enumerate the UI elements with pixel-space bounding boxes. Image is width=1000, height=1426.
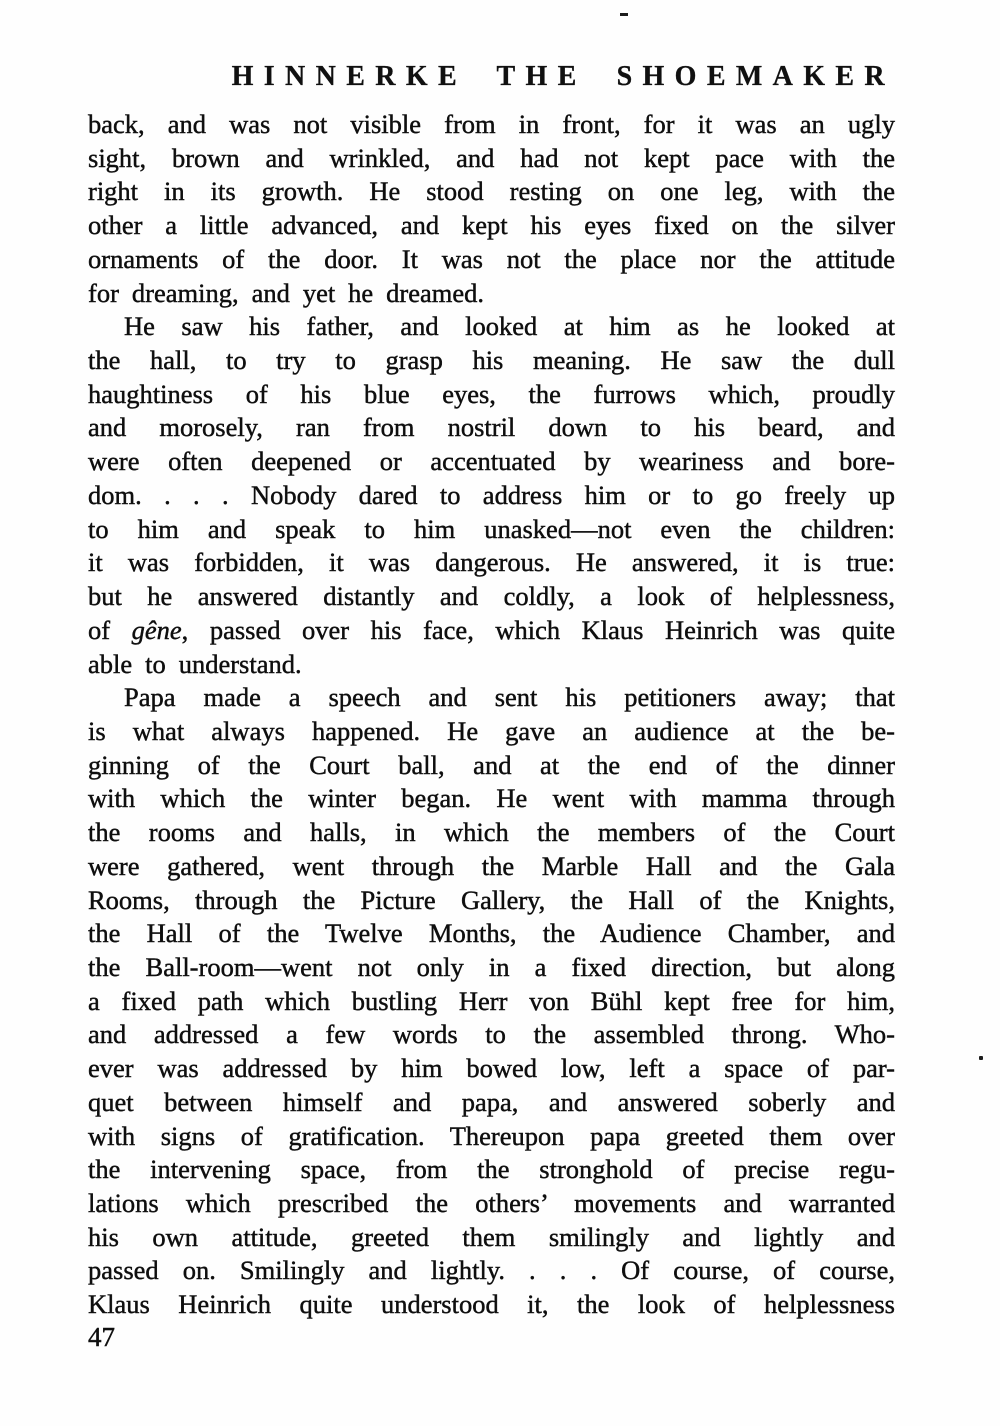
text-line: the Hall of the Twelve Months, the Audience Chamber, and xyxy=(88,918,895,949)
text-line: He saw his father, and looked at him as he looked at xyxy=(124,311,895,342)
text-line: haughtiness of his blue eyes, the furrows which, proudly xyxy=(88,378,895,409)
text-line: is what always happened. He gave an audience at the be- xyxy=(88,715,895,746)
text-line: the intervening space, from the stronghold of precise regu- xyxy=(88,1154,895,1185)
text-line: the Ball-room—went not only in a fixed direction, but along xyxy=(88,951,895,982)
text-line: with which the winter began. He went with mamma through xyxy=(88,783,895,814)
text-line: it was forbidden, it was dangerous. He answered, it is true: xyxy=(88,547,895,578)
page-body xyxy=(88,108,895,1322)
text-line: right in its growth. He stood resting on one leg, with the xyxy=(88,176,895,207)
text-line: ginning of the Court ball, and at the end of the dinner xyxy=(88,749,895,780)
running-head: HINNERKE THE SHOEMAKER xyxy=(231,61,895,92)
text-line: of gêne, passed over his face, which Klaus Heinrich was quite xyxy=(88,614,895,645)
scan-dash-mark xyxy=(620,13,628,16)
text-line: sight, brown and wrinkled, and had not kept pace with the xyxy=(88,142,895,173)
text-line: and addressed a few words to the assembled throng. Who- xyxy=(88,1019,895,1050)
text-line: quet between himself and papa, and answered soberly and xyxy=(88,1086,895,1117)
scan-dot-mark xyxy=(979,1056,983,1060)
text-line: Klaus Heinrich quite understood it, the look of helplessness xyxy=(88,1289,895,1320)
text-line: to him and speak to him unasked—not even the children: xyxy=(88,513,895,544)
text-line: with signs of gratification. Thereupon papa greeted them over xyxy=(88,1120,895,1151)
text-line: were gathered, went through the Marble Hall and the Gala xyxy=(88,850,895,881)
text-line: Papa made a speech and sent his petitioners away; that xyxy=(124,682,895,713)
text-line: able to understand. xyxy=(88,648,302,679)
text-line: for dreaming, and yet he dreamed. xyxy=(88,277,485,308)
text-line: lations which prescribed the others’ movements and warranted xyxy=(88,1188,895,1218)
text-line: the rooms and halls, in which the members of the Court xyxy=(88,817,895,848)
text-line: back, and was not visible from in front, for it was an ugly xyxy=(88,109,895,139)
text-line: other a little advanced, and kept his eyes fixed on the silver xyxy=(88,210,895,241)
text-line: a fixed path which bustling Herr von Bühl kept free for him, xyxy=(88,985,895,1016)
text-line: his own attitude, greeted them smilingly and lightly and xyxy=(88,1221,895,1252)
text-line: and morosely, ran from nostril down to his beard, and xyxy=(88,412,895,443)
text-line: ever was addressed by him bowed low, left a space of par- xyxy=(88,1053,895,1084)
text-line: the hall, to try to grasp his meaning. He saw the dull xyxy=(88,345,895,376)
text-line: Rooms, through the Picture Gallery, the Hall of the Knights, xyxy=(88,884,895,915)
text-line: but he answered distantly and coldly, a look of helplessness, xyxy=(88,581,895,612)
page-number: 47 xyxy=(88,1322,115,1352)
text-line: ornaments of the door. It was not the place nor the attitude xyxy=(88,243,895,274)
text-line: passed on. Smilingly and lightly. . . . Of course, of course, xyxy=(88,1255,895,1286)
text-line: were often deepened or accentuated by weariness and bore- xyxy=(88,446,895,477)
text-line: dom. . . . Nobody dared to address him or to go freely up xyxy=(88,479,895,510)
